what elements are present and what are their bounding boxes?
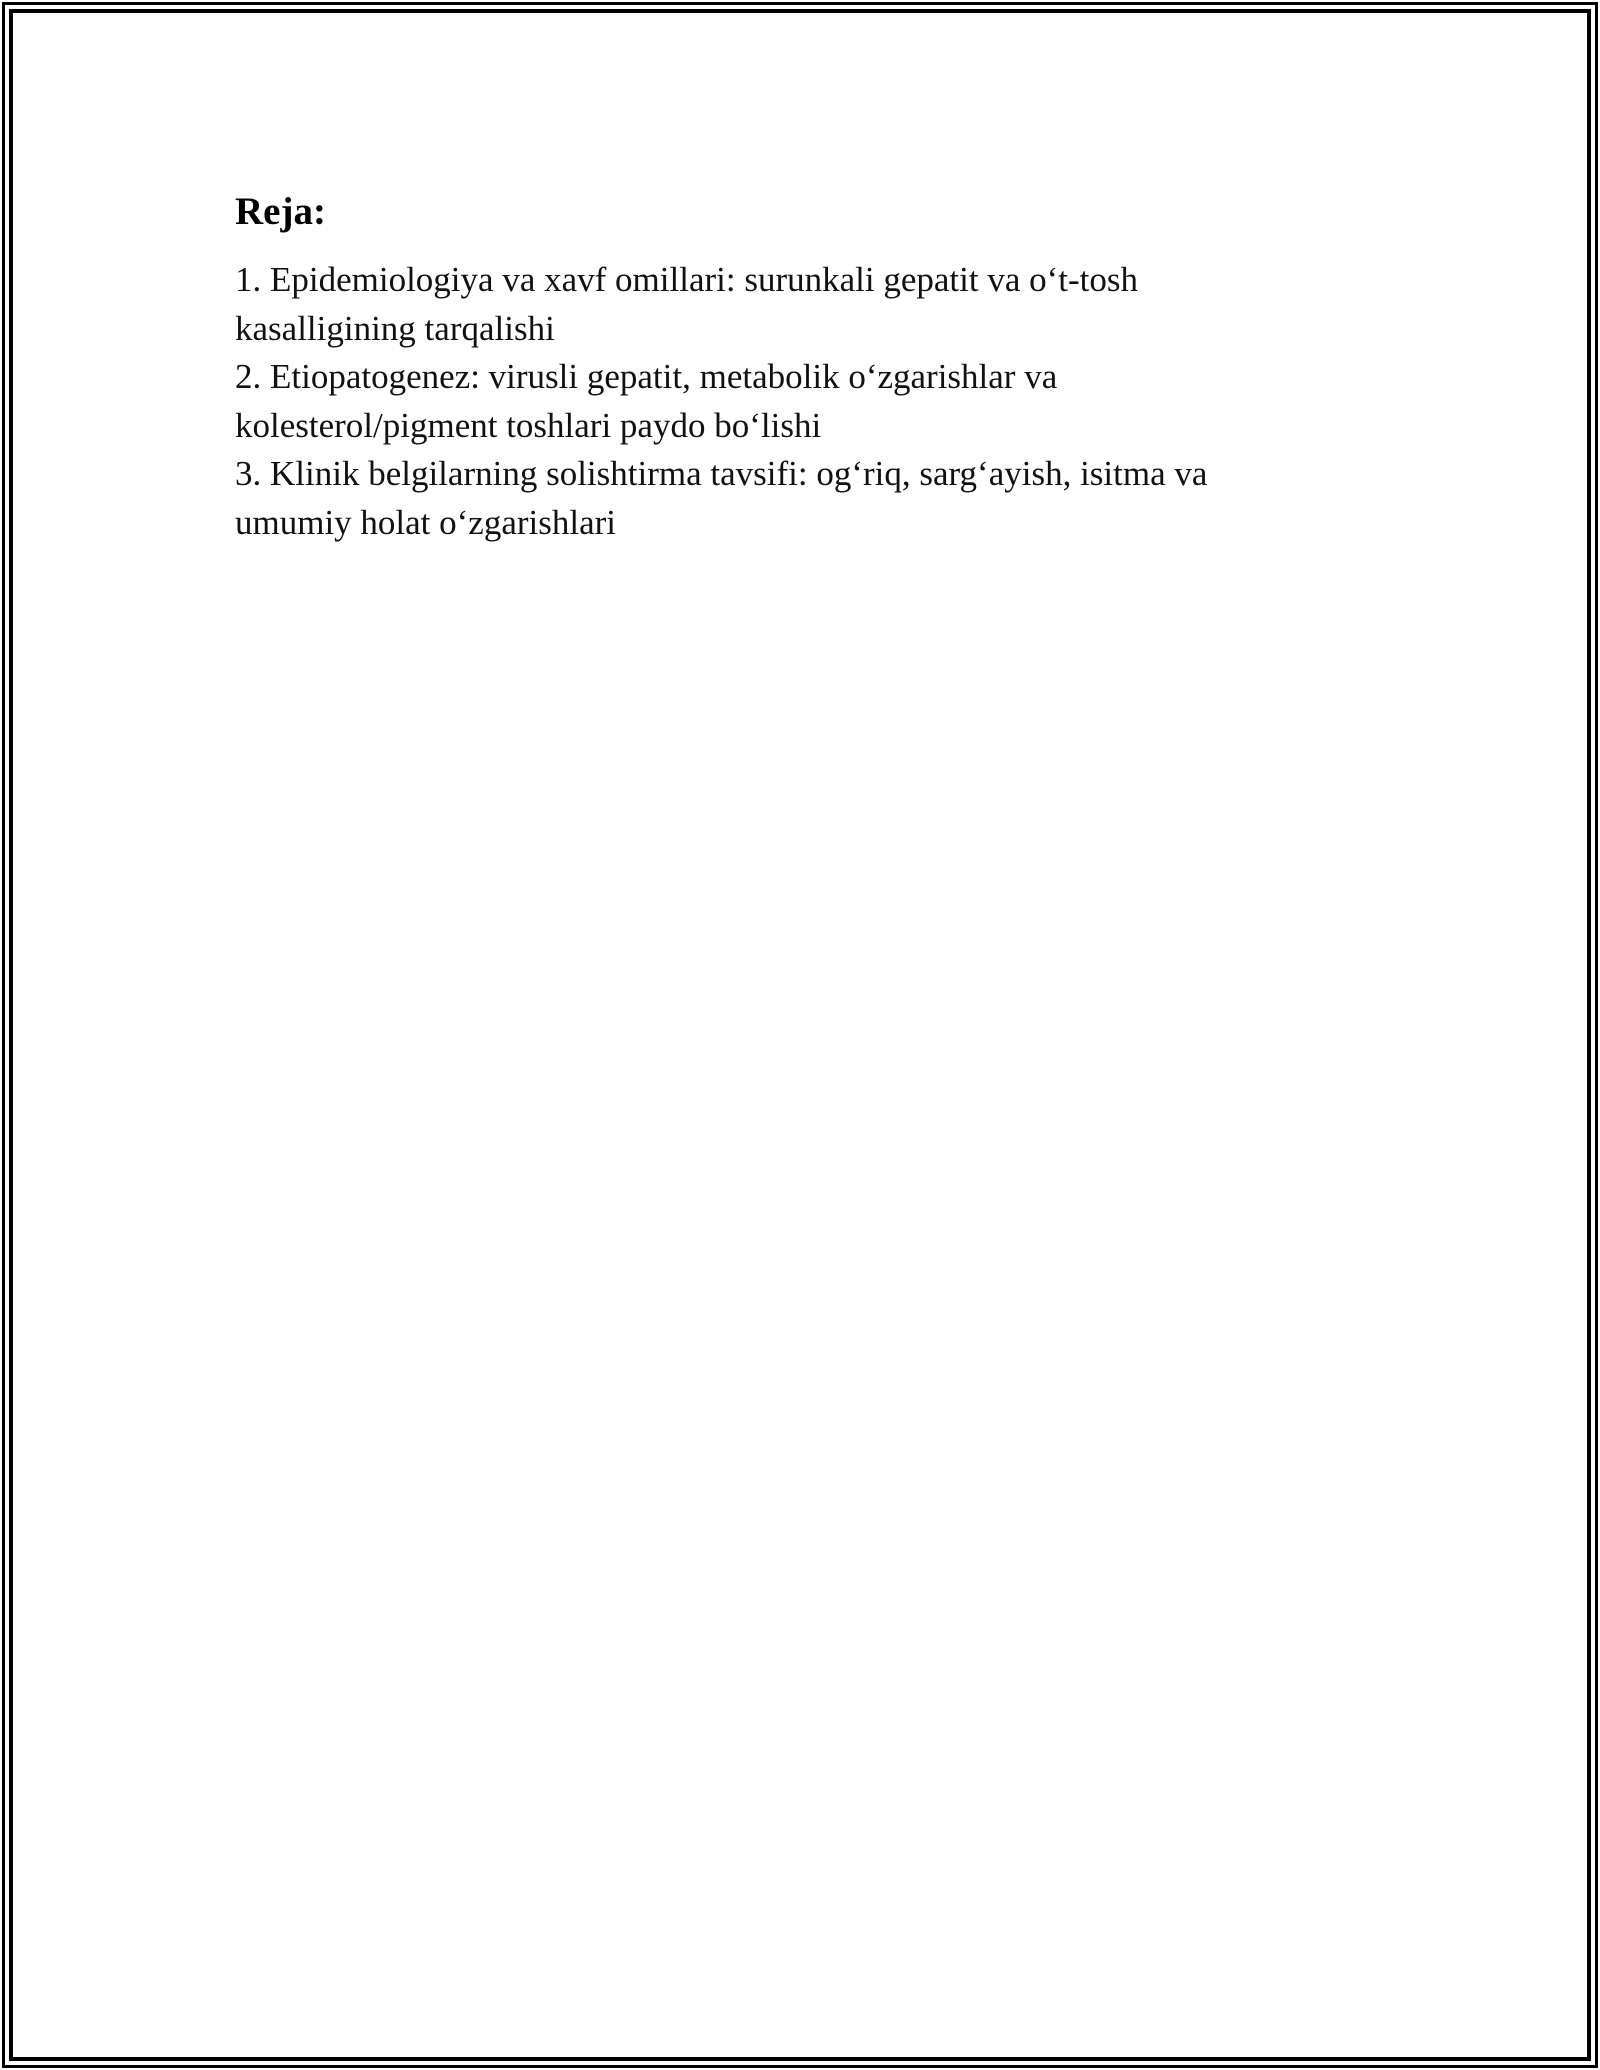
plan-item-1-line-1: 1. Epidemiologiya va xavf omillari: surunkali gepatit va o‘t-tosh <box>235 260 1138 299</box>
plan-item-3 <box>235 450 1345 547</box>
plan-item-3-line-2: umumiy holat o‘zgarishlari <box>235 502 617 542</box>
plan-item-3-line-1: 3. Klinik belgilarning solishtirma tavsifi: og‘riq, sarg‘ayish, isitma va <box>235 454 1208 493</box>
plan-item-2-line-1: 2. Etiopatogenez: virusli gepatit, metabolik o‘zgarishlar va <box>235 357 1058 396</box>
plan-list <box>235 256 1345 547</box>
plan-item-1 <box>235 256 1345 353</box>
plan-item-2-line-2: kolesterol/pigment toshlari paydo bo‘lishi <box>235 405 822 445</box>
plan-item-2 <box>235 353 1345 450</box>
plan-heading: Reja: <box>235 190 326 233</box>
plan-item-1-line-2: kasalligining tarqalishi <box>235 308 555 348</box>
document-content <box>235 186 1345 547</box>
